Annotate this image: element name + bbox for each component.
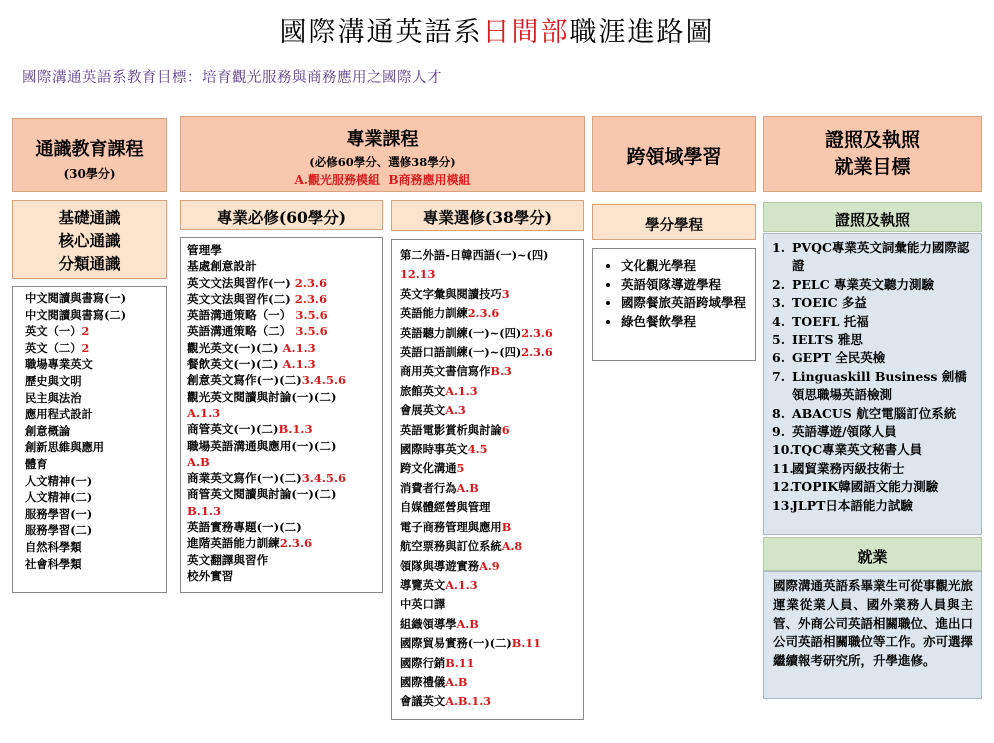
certificate-number: 13. xyxy=(772,497,794,513)
elective-course-item xyxy=(400,576,583,595)
certificate-name: JLPT日本語能力試驗 xyxy=(792,497,913,513)
certificate-item xyxy=(772,405,975,423)
certificate-name: TOEFL 托福 xyxy=(792,313,869,329)
elective-course-list xyxy=(391,239,584,720)
course-tag: B xyxy=(501,519,512,534)
course-tag: B.1.3 xyxy=(278,422,313,437)
course-tag: 2 xyxy=(81,324,90,339)
elective-course-item xyxy=(400,692,583,711)
certificate-name: ABACUS 航空電腦訂位系統 xyxy=(792,405,957,421)
elective-course-item xyxy=(400,324,583,343)
general-course-item xyxy=(25,406,166,423)
certificate-item xyxy=(772,239,975,276)
required-course-item xyxy=(187,503,382,519)
required-course-item xyxy=(187,340,382,356)
certificate-number: 11. xyxy=(772,460,794,476)
certificate-item xyxy=(772,460,975,478)
certificate-name: Linguaskill Business 劍橋領思職場英語檢測 xyxy=(792,368,967,403)
general-course-item xyxy=(25,506,166,523)
course-name: 國際貿易實務(一)(二) xyxy=(400,636,512,651)
certificate-name: IELTS 雅思 xyxy=(792,332,863,348)
career-header xyxy=(763,116,982,192)
certificate-item xyxy=(772,441,975,459)
certificate-item xyxy=(772,368,975,405)
course-name: 服務學習(一) xyxy=(25,506,93,521)
elective-course-item xyxy=(400,304,583,323)
course-name: 人文精神(一) xyxy=(25,473,93,488)
course-name: 人文精神(二) xyxy=(25,490,93,505)
course-tag: A.1.3 xyxy=(445,577,478,592)
category-core: 核心通識 xyxy=(58,231,121,250)
certificate-number: 5. xyxy=(772,332,786,348)
course-name: 基處創意設計 xyxy=(187,259,257,274)
elective-course-item xyxy=(400,246,583,265)
course-name: 航空票務與訂位系統 xyxy=(400,539,502,554)
elective-course-item xyxy=(400,479,583,498)
course-name: 英語溝通策略（一） xyxy=(187,308,296,323)
course-tag: 6 xyxy=(501,422,510,437)
certificate-name: PELC 專業英文聽力測驗 xyxy=(792,276,935,292)
required-course-item xyxy=(187,552,382,568)
required-course-item xyxy=(187,323,382,339)
course-name: 第二外語-日韓西語(一)~(四) xyxy=(400,248,549,262)
cross-domain-header xyxy=(592,116,756,192)
required-course-item xyxy=(187,258,382,274)
required-course-item xyxy=(187,389,382,405)
general-course-item xyxy=(25,356,166,373)
course-tag: A.9 xyxy=(479,558,500,573)
elective-course-item xyxy=(400,615,583,634)
certificate-name: TQC專業英文秘書人員 xyxy=(792,442,923,458)
certificate-name: GEPT 全民英檢 xyxy=(792,350,886,366)
course-tag: 2.3.6 xyxy=(467,306,500,321)
certificate-number: 9. xyxy=(772,424,786,440)
required-course-item xyxy=(187,486,382,502)
certificate-item xyxy=(772,313,975,331)
certificate-number: 12. xyxy=(772,479,794,495)
course-name: 英文文法與習作(一) xyxy=(187,275,295,290)
title-prefix: 國際溝通英語系 xyxy=(279,17,483,48)
course-tag: B.3 xyxy=(490,364,512,379)
course-name: 職場專業英文 xyxy=(25,357,93,372)
course-tag: A.1.3 xyxy=(445,383,478,398)
course-name: 應用程式設計 xyxy=(25,407,93,422)
program-item: • 國際餐旅英語跨域學程 xyxy=(621,294,755,313)
course-name: 創新思維與應用 xyxy=(25,440,105,455)
career-line2: 就業目標 xyxy=(834,156,911,178)
course-tag: A.1.3 xyxy=(282,340,316,355)
elective-course-item xyxy=(400,537,583,556)
course-tag: 2.3.6 xyxy=(279,536,313,551)
required-course-item xyxy=(187,438,382,454)
course-tag: A.B xyxy=(456,616,479,631)
certificate-item xyxy=(772,276,975,294)
course-name: 中英口譯 xyxy=(400,597,446,612)
course-name: 會展英文 xyxy=(400,403,446,418)
professional-title: 專業課程 xyxy=(346,129,419,150)
course-name: 職場英語溝通與應用(一)(二) xyxy=(187,438,337,453)
course-name: 自媒體經營與管理 xyxy=(400,500,491,515)
category-classified: 分類通識 xyxy=(58,254,121,273)
course-name: 英語實務專題(一)(二) xyxy=(187,520,302,535)
certificate-number: 6. xyxy=(772,350,786,366)
general-course-item xyxy=(25,373,166,390)
course-tag: 4.5 xyxy=(467,442,488,457)
required-course-item xyxy=(187,519,382,535)
certificates-list-box xyxy=(763,233,982,535)
course-name: 商業英文寫作(一)(二) xyxy=(187,471,302,486)
course-tag: B.11 xyxy=(511,636,541,651)
general-course-item xyxy=(25,340,166,357)
title-suffix: 職涯進路圖 xyxy=(569,17,715,48)
education-goal: 國際溝通英語系教育目標：培育觀光服務與商務應用之國際人才 xyxy=(22,70,442,86)
elective-course-item xyxy=(400,440,583,459)
career-line1: 證照及執照 xyxy=(824,129,920,151)
course-name: 國際禮儀 xyxy=(400,674,446,689)
general-course-item xyxy=(25,489,166,506)
required-header: 專業必修(60學分) xyxy=(180,200,383,230)
course-tag: A.8 xyxy=(501,539,523,554)
certificate-item xyxy=(772,331,975,349)
certificate-number: 1. xyxy=(772,240,786,255)
required-course-item xyxy=(187,421,382,437)
certificate-number: 2. xyxy=(772,276,786,292)
course-name: 組織領導學 xyxy=(400,616,457,631)
general-education-title: 通識教育課程 xyxy=(35,139,144,160)
page-title xyxy=(0,10,994,49)
required-course-item xyxy=(187,405,382,421)
course-name: 商管英文閱讀與討論(一)(二) xyxy=(187,487,337,502)
course-tag: 5 xyxy=(456,461,465,476)
course-tag: A.B xyxy=(445,674,468,689)
general-course-item xyxy=(25,290,166,307)
general-education-header xyxy=(12,118,167,192)
course-tag: B.11 xyxy=(445,655,475,670)
course-tag: 2.3.6 xyxy=(294,291,328,306)
general-course-item xyxy=(25,556,166,573)
course-name: 服務學習(二) xyxy=(25,523,93,538)
course-tag: A.B xyxy=(187,454,210,469)
course-name: 體育 xyxy=(25,456,48,471)
required-course-item xyxy=(187,535,382,551)
course-tag: 3.4.5.6 xyxy=(301,471,347,486)
elective-course-item xyxy=(400,343,583,362)
course-name: 中文閱讀與書寫(二) xyxy=(25,307,127,322)
general-course-item xyxy=(25,423,166,440)
required-course-item xyxy=(187,242,382,258)
required-course-item xyxy=(187,275,382,291)
program-item: • 綠色餐飲學程 xyxy=(621,313,755,332)
certificate-item xyxy=(772,349,975,367)
course-tag: B.1.3 xyxy=(187,503,222,518)
general-course-item xyxy=(25,439,166,456)
course-name: 電子商務管理與應用 xyxy=(400,519,502,534)
required-course-item xyxy=(187,307,382,323)
elective-course-item xyxy=(400,362,583,381)
elective-course-item xyxy=(400,498,583,517)
general-course-item xyxy=(25,307,166,324)
program-item: • 英語領隊導遊學程 xyxy=(621,276,755,295)
elective-course-item xyxy=(400,654,583,673)
elective-course-item xyxy=(400,421,583,440)
course-tag: A.B.1.3 xyxy=(445,694,492,709)
certificate-name: PVQC專業英文詞彙能力國際認證 xyxy=(792,240,970,274)
elective-course-item xyxy=(400,285,583,304)
course-name: 校外實習 xyxy=(187,568,234,583)
course-tag: 2.3.6 xyxy=(294,275,328,290)
certificate-number: 3. xyxy=(772,295,786,311)
elective-course-item xyxy=(400,265,583,284)
course-tag: 3 xyxy=(501,286,510,301)
certificate-name: TOEIC 多益 xyxy=(792,295,867,311)
program-header: 學分學程 xyxy=(592,204,756,240)
required-course-item xyxy=(187,568,382,584)
elective-course-item xyxy=(400,634,583,653)
required-course-item xyxy=(187,372,382,388)
course-tag: A.1.3 xyxy=(187,405,221,420)
course-name: 觀光英文閱讀與討論(一)(二) xyxy=(187,389,337,404)
course-name: 英文（二） xyxy=(25,340,82,355)
certificate-number: 10. xyxy=(772,442,794,458)
certificate-number: 4. xyxy=(772,313,786,329)
elective-course-item xyxy=(400,518,583,537)
certificate-item xyxy=(772,294,975,312)
course-name: 管理學 xyxy=(187,243,222,257)
elective-course-item xyxy=(400,401,583,420)
course-name: 商用英文書信寫作 xyxy=(400,364,491,379)
professional-modules: A.觀光服務模組 B商務應用模組 xyxy=(294,173,471,187)
course-name: 英文文法與習作(二) xyxy=(187,291,295,306)
general-categories xyxy=(12,200,167,279)
course-name: 歷史與文明 xyxy=(25,373,82,388)
course-name: 會議英文 xyxy=(400,694,446,709)
course-name: 民主與法治 xyxy=(25,390,82,405)
course-name: 英文字彙與閱讀技巧 xyxy=(400,286,502,301)
title-highlight: 日間部 xyxy=(482,17,570,48)
course-name: 進階英語能力訓練 xyxy=(187,536,280,551)
certificates-header: 證照及執照 xyxy=(763,202,982,232)
course-name: 消費者行為 xyxy=(400,480,457,495)
elective-course-item xyxy=(400,673,583,692)
required-course-item xyxy=(187,470,382,486)
course-name: 英語能力訓練 xyxy=(400,306,468,321)
certificate-number: 8. xyxy=(772,405,786,421)
general-course-item xyxy=(25,456,166,473)
course-name: 商管英文(一)(二) xyxy=(187,422,279,437)
general-course-item xyxy=(25,522,166,539)
course-name: 英文翻譯與習作 xyxy=(187,552,269,567)
certificate-name: TOPIK韓國語文能力測驗 xyxy=(792,479,939,495)
program-item: • 文化觀光學程 xyxy=(621,257,755,276)
course-tag: 3.4.5.6 xyxy=(301,373,347,388)
required-course-item xyxy=(187,291,382,307)
certificate-name: 英語導遊/領隊人員 xyxy=(792,424,897,440)
course-name: 社會科學類 xyxy=(25,556,82,571)
category-basic: 基礎通識 xyxy=(58,208,121,227)
certificate-item xyxy=(772,478,975,496)
certificate-name: 國貿業務丙級技術士 xyxy=(792,460,905,476)
required-course-item xyxy=(187,454,382,470)
required-course-list xyxy=(180,237,383,593)
course-name: 英語聽力訓練(一)~(四) xyxy=(400,325,522,340)
course-name: 國際行銷 xyxy=(400,655,446,670)
course-tag: 2.3.6 xyxy=(521,345,553,360)
general-course-list xyxy=(12,286,167,593)
elective-header: 專業選修(38學分) xyxy=(391,200,584,231)
course-name: 領隊與導遊實務 xyxy=(400,558,480,573)
course-name: 創意英文寫作(一)(二) xyxy=(187,373,302,388)
general-course-item xyxy=(25,323,166,340)
course-tag: 2 xyxy=(81,340,90,355)
course-name: 導覽英文 xyxy=(400,577,446,592)
course-name: 餐飲英文(一)(二) xyxy=(187,357,283,372)
elective-course-item xyxy=(400,595,583,614)
elective-course-item xyxy=(400,557,583,576)
program-list-box xyxy=(592,248,756,361)
elective-course-item xyxy=(400,459,583,478)
course-tag: A.3 xyxy=(445,403,466,418)
course-name: 旅館英文 xyxy=(400,383,446,398)
course-tag: 3.5.6 xyxy=(295,324,328,339)
course-name: 觀光英文(一)(二) xyxy=(187,340,283,355)
course-tag: 12.13 xyxy=(400,267,436,282)
professional-courses-header xyxy=(180,116,585,192)
course-name: 國際時事英文 xyxy=(400,442,468,457)
employment-text: 國際溝通英語系畢業生可從事觀光旅運業從業人員、國外業務人員與主管、外商公司英語相關職位、進出口公司英語相關職位等工作。亦可選擇繼續報考研究所，升學進修。 xyxy=(763,571,982,699)
course-name: 自然科學類 xyxy=(25,539,82,554)
certificate-item xyxy=(772,423,975,441)
employment-header: 就業 xyxy=(763,537,982,571)
course-name: 英語電影賞析與討論 xyxy=(400,422,502,437)
course-tag: 3.5.6 xyxy=(295,308,328,323)
general-education-credits: (30學分) xyxy=(63,167,116,181)
certificate-number: 7. xyxy=(772,368,786,384)
general-course-item xyxy=(25,390,166,407)
course-name: 英語溝通策略（二） xyxy=(187,324,296,339)
general-course-item xyxy=(25,473,166,490)
elective-course-item xyxy=(400,382,583,401)
course-tag: A.B xyxy=(456,480,479,495)
course-tag: A.1.3 xyxy=(282,357,316,372)
course-name: 英文（一） xyxy=(25,324,82,339)
general-course-item xyxy=(25,539,166,556)
professional-credits: (必修60學分、選修38學分) xyxy=(309,155,456,169)
certificate-item xyxy=(772,497,975,515)
required-course-item xyxy=(187,356,382,372)
course-name: 中文閱讀與書寫(一) xyxy=(25,291,127,305)
course-tag: 2.3.6 xyxy=(521,325,553,340)
course-name: 跨文化溝通 xyxy=(400,461,457,476)
cross-domain-title: 跨領域學習 xyxy=(626,146,722,168)
course-name: 英語口語訓練(一)~(四) xyxy=(400,345,522,360)
course-name: 創意概論 xyxy=(25,423,71,438)
